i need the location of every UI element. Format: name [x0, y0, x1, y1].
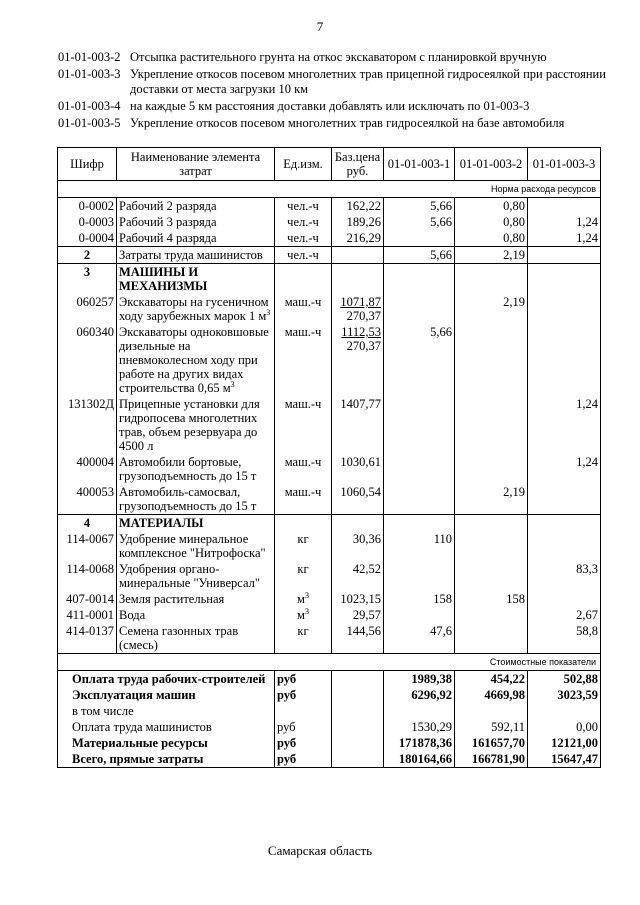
cell-code: 0-0003 — [58, 214, 117, 230]
summary-row — [58, 687, 601, 703]
header-price: Баз.цена руб. — [332, 148, 384, 181]
table-row — [58, 607, 601, 623]
cell-name: Удобрение минеральное комплексное "Нитрофоска" — [117, 531, 275, 561]
summary-col1: 6296,92 — [384, 687, 455, 703]
summary-unit: руб — [275, 671, 332, 688]
cell-price: 29,57 — [332, 607, 384, 623]
summary-unit: руб — [275, 719, 332, 735]
table-row — [58, 198, 601, 215]
header-name: Наименование элемента затрат — [117, 148, 275, 181]
cell-col3 — [528, 484, 601, 515]
cell-col2 — [455, 561, 528, 591]
cell-price: 1407,77 — [332, 396, 384, 454]
cell-col3 — [528, 294, 601, 324]
summary-col1: 171878,36 — [384, 735, 455, 751]
cell-unit: чел.-ч — [275, 247, 332, 264]
cell-col3: 1,24 — [528, 230, 601, 247]
cell-col2: 158 — [455, 591, 528, 607]
table-row — [58, 561, 601, 591]
summary-col3: 502,88 — [528, 671, 601, 688]
summary-row-total — [58, 751, 601, 768]
cell-price: 1060,54 — [332, 484, 384, 515]
cell-col1: 158 — [384, 591, 455, 607]
cell-unit: кг — [275, 561, 332, 591]
unit-superscript: 3 — [304, 606, 309, 616]
table-row — [58, 484, 601, 515]
header-col3: 01-01-003-3 — [528, 148, 601, 181]
table-row — [58, 454, 601, 484]
section-title: МАТЕРИАЛЫ — [117, 515, 275, 532]
summary-col2: 166781,90 — [455, 751, 528, 768]
table-row — [58, 396, 601, 454]
cell-price — [332, 294, 384, 324]
section-machines-row — [58, 264, 601, 295]
table-row — [58, 294, 601, 324]
cell-col1 — [384, 561, 455, 591]
page-number: 7 — [316, 19, 324, 34]
cell-col1: 5,66 — [384, 214, 455, 230]
summary-col1: 1530,29 — [384, 719, 455, 735]
cell-price: 216,29 — [332, 230, 384, 247]
summary-unit: руб — [275, 751, 332, 768]
intro-text: на каждые 5 км расстояния доставки добавлять или исключать по 01-003-3 — [130, 99, 530, 113]
cell-col1 — [384, 294, 455, 324]
summary-label: в том числе — [58, 703, 275, 719]
cell-code: 411-0001 — [58, 607, 117, 623]
cell-code: 060257 — [58, 294, 117, 324]
cell-unit: кг — [275, 623, 332, 654]
unit-superscript: 3 — [230, 379, 235, 389]
intro-item — [58, 67, 618, 97]
summary-col2: 4669,98 — [455, 687, 528, 703]
price-value: 1071,87 — [340, 295, 381, 309]
cell-unit — [275, 607, 332, 623]
footer-region: Самарская область — [267, 843, 373, 858]
cell-col2: 0,80 — [455, 214, 528, 230]
unit-text: м — [297, 608, 305, 622]
cell-col1: 5,66 — [384, 247, 455, 264]
cell-price — [332, 247, 384, 264]
cell-col2 — [455, 531, 528, 561]
cell-name: Затраты труда машинистов — [117, 247, 275, 264]
cell-unit: чел.-ч — [275, 198, 332, 215]
cell-col2: 0,80 — [455, 230, 528, 247]
cell-name-text: Экскаваторы на гусеничном ходу зарубежных марок 1 м — [119, 295, 269, 323]
intro-item — [58, 99, 618, 114]
summary-col3: 15647,47 — [528, 751, 601, 768]
summary-col2: 161657,70 — [455, 735, 528, 751]
cell-name: Автомобиль-самосвал, грузоподъемность до 15 т — [117, 484, 275, 515]
table-header-row — [58, 148, 601, 181]
cell-col1 — [384, 396, 455, 454]
cell-price: 1023,15 — [332, 591, 384, 607]
summary-col3: 0,00 — [528, 719, 601, 735]
section-code: 3 — [58, 264, 117, 295]
cell-col3 — [528, 198, 601, 215]
summary-label: Эксплуатация машин — [58, 687, 275, 703]
summary-label: Всего, прямые затраты — [58, 751, 275, 768]
summary-label: Оплата труда рабочих-строителей — [58, 671, 275, 688]
cell-name: Земля растительная — [117, 591, 275, 607]
section-title: МАШИНЫ И МЕХАНИЗМЫ — [117, 264, 275, 295]
cell-col2 — [455, 607, 528, 623]
cell-price: 1030,61 — [332, 454, 384, 484]
summary-col3: 12121,00 — [528, 735, 601, 751]
cell-code: 0-0004 — [58, 230, 117, 247]
intro-item — [58, 116, 618, 131]
banner-costs-row — [58, 654, 601, 671]
table-row — [58, 214, 601, 230]
cell-col3 — [528, 247, 601, 264]
cell-col2: 2,19 — [455, 484, 528, 515]
cell-unit — [275, 591, 332, 607]
unit-superscript: 3 — [304, 590, 309, 600]
cell-col3 — [528, 531, 601, 561]
cell-col1 — [384, 230, 455, 247]
cell-unit: маш.-ч — [275, 324, 332, 396]
cell-price: 189,26 — [332, 214, 384, 230]
table-row-operators — [58, 247, 601, 264]
cell-col3: 58,8 — [528, 623, 601, 654]
cell-col1 — [384, 484, 455, 515]
cell-col2 — [455, 454, 528, 484]
cell-col2 — [455, 324, 528, 396]
cell-col2: 2,19 — [455, 294, 528, 324]
cell-code: 414-0137 — [58, 623, 117, 654]
cell-code: 131302Д — [58, 396, 117, 454]
summary-col3: 3023,59 — [528, 687, 601, 703]
cell-name: Рабочий 3 разряда — [117, 214, 275, 230]
cell-name-text: Экскаваторы одноковшовые дизельные на пневмоколесном ходу при работе на других видах строительства 0,65 м — [119, 325, 269, 395]
intro-text: Укрепление откосов посевом многолетних трав гидросеялкой на базе автомобиля — [130, 116, 565, 130]
banner-norms-row — [58, 181, 601, 198]
cell-price: 30,36 — [332, 531, 384, 561]
cell-code: 407-0014 — [58, 591, 117, 607]
banner-norms: Норма расхода ресурсов — [58, 181, 601, 198]
intro-item — [58, 50, 618, 65]
cell-unit: маш.-ч — [275, 294, 332, 324]
cell-unit: маш.-ч — [275, 454, 332, 484]
summary-label: Материальные ресурсы — [58, 735, 275, 751]
price-value: 1112,53 — [341, 325, 381, 339]
cell-code: 114-0068 — [58, 561, 117, 591]
intro-code: 01-01-003-4 — [58, 99, 121, 113]
cell-name: Прицепные установки для гидропосева многолетних трав, объем резервуара до 4500 л — [117, 396, 275, 454]
cell-code: 2 — [58, 247, 117, 264]
section-code: 4 — [58, 515, 117, 532]
cell-col3 — [528, 591, 601, 607]
table-row — [58, 623, 601, 654]
summary-col2: 592,11 — [455, 719, 528, 735]
table-row — [58, 591, 601, 607]
cell-code: 0-0002 — [58, 198, 117, 215]
summary-unit — [275, 703, 332, 719]
cell-name: Рабочий 4 разряда — [117, 230, 275, 247]
cell-col3: 1,24 — [528, 396, 601, 454]
section-materials-row — [58, 515, 601, 532]
cell-col1 — [384, 607, 455, 623]
cell-price: 162,22 — [332, 198, 384, 215]
summary-row — [58, 703, 601, 719]
cell-col2: 0,80 — [455, 198, 528, 215]
cell-col1: 47,6 — [384, 623, 455, 654]
cell-name: Вода — [117, 607, 275, 623]
price-operator-wage: 270,37 — [346, 309, 381, 323]
cell-col2 — [455, 623, 528, 654]
cell-code: 400004 — [58, 454, 117, 484]
summary-row — [58, 735, 601, 751]
cell-col1: 5,66 — [384, 324, 455, 396]
header-col2: 01-01-003-2 — [455, 148, 528, 181]
intro-text: Укрепление откосов посевом многолетних трав прицепной гидросеялкой при расстоянии доставки от места загрузки 10 км — [130, 67, 606, 96]
cell-col2: 2,19 — [455, 247, 528, 264]
cell-col3 — [528, 324, 601, 396]
summary-col2 — [455, 703, 528, 719]
unit-text: м — [297, 592, 305, 606]
cell-code: 060340 — [58, 324, 117, 396]
summary-row — [58, 719, 601, 735]
summary-row — [58, 671, 601, 688]
cell-unit: маш.-ч — [275, 484, 332, 515]
summary-col2: 454,22 — [455, 671, 528, 688]
cell-price: 42,52 — [332, 561, 384, 591]
table-row — [58, 324, 601, 396]
intro-code: 01-01-003-5 — [58, 116, 121, 130]
summary-unit: руб — [275, 735, 332, 751]
cell-price: 144,56 — [332, 623, 384, 654]
intro-code: 01-01-003-2 — [58, 50, 121, 64]
intro-code: 01-01-003-3 — [58, 67, 121, 81]
cell-col2 — [455, 396, 528, 454]
summary-col1: 180164,66 — [384, 751, 455, 768]
header-code: Шифр — [58, 148, 117, 181]
unit-superscript: 3 — [266, 307, 271, 317]
cell-name: Удобрения органо-минеральные "Универсал" — [117, 561, 275, 591]
price-operator-wage: 270,37 — [346, 339, 381, 353]
cell-code: 400053 — [58, 484, 117, 515]
cell-unit: чел.-ч — [275, 230, 332, 247]
cell-name — [117, 294, 275, 324]
header-col1: 01-01-003-1 — [384, 148, 455, 181]
table-row — [58, 531, 601, 561]
cell-unit: чел.-ч — [275, 214, 332, 230]
cell-col3: 1,24 — [528, 454, 601, 484]
summary-label: Оплата труда машинистов — [58, 719, 275, 735]
cell-name: Автомобили бортовые, грузоподъемность до 15 т — [117, 454, 275, 484]
intro-text: Отсыпка растительного грунта на откос экскаватором с планировкой вручную — [130, 50, 547, 64]
cell-col1: 110 — [384, 531, 455, 561]
cell-col3: 2,67 — [528, 607, 601, 623]
cell-col1 — [384, 454, 455, 484]
cell-col3: 83,3 — [528, 561, 601, 591]
cell-col3: 1,24 — [528, 214, 601, 230]
cell-col1: 5,66 — [384, 198, 455, 215]
cell-unit: кг — [275, 531, 332, 561]
cell-code: 114-0067 — [58, 531, 117, 561]
header-unit: Ед.изм. — [275, 148, 332, 181]
cell-unit: маш.-ч — [275, 396, 332, 454]
resource-norms-table — [57, 147, 601, 768]
cell-name: Семена газонных трав (смесь) — [117, 623, 275, 654]
intro-list — [58, 50, 618, 133]
summary-unit: руб — [275, 687, 332, 703]
cell-price — [332, 324, 384, 396]
cell-name — [117, 324, 275, 396]
cell-name: Рабочий 2 разряда — [117, 198, 275, 215]
summary-col1: 1989,38 — [384, 671, 455, 688]
summary-col3 — [528, 703, 601, 719]
summary-col1 — [384, 703, 455, 719]
banner-costs: Стоимостные показатели — [58, 654, 601, 671]
table-row — [58, 230, 601, 247]
